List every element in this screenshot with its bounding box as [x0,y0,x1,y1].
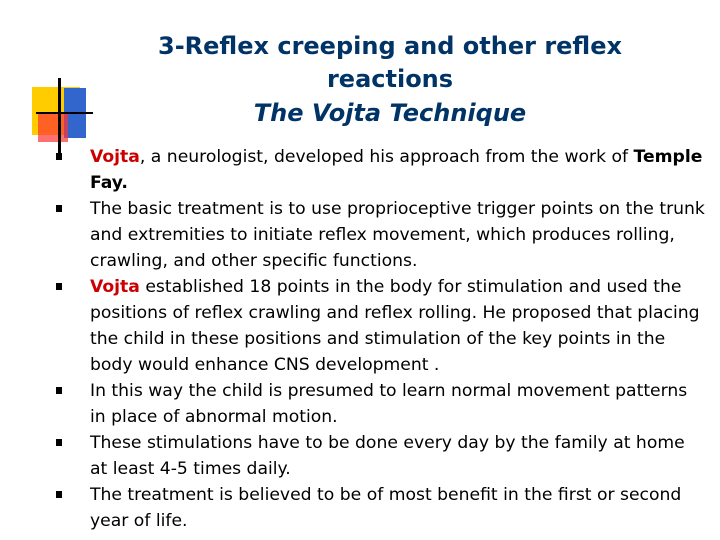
bullet-item [56,430,706,482]
bold-reference: Temple Fay. [90,147,703,193]
slide-subtitle: The Vojta Technique [253,99,527,127]
highlighted-name: Vojta [90,277,140,297]
bullet-text: , a neurologist, developed his approach from the work of [139,147,634,167]
bullet-marker-icon [56,439,62,446]
bullet-item [56,274,706,378]
red-block [38,112,68,142]
decorative-color-blocks [0,0,95,160]
bullet-item [56,482,706,534]
slide-title [100,30,680,130]
bullet-text: established 18 points in the body for stimulation and used the positions of reflex crawling and reflex rolling. He proposed that placing the child in these positions and stimulation of the key points in the body would enhance CNS development . [90,277,700,375]
bullet-marker-icon [56,153,62,160]
bullet-marker-icon [56,283,62,290]
bullet-text: The treatment is believed to be of most benefit in the first or second year of life. [90,485,682,531]
bullet-marker-icon [56,491,62,498]
title-line-1: 3-Reflex creeping and other reflex [158,32,622,60]
bullet-marker-icon [56,387,62,394]
highlighted-name: Vojta [90,147,140,167]
bullet-item [56,378,706,430]
bullet-item [56,196,706,274]
bullet-item [56,144,706,196]
bullet-list [56,144,706,534]
bullet-text: These stimulations have to be done every day by the family at home at least 4-5 times daily. [90,433,685,479]
bullet-text: The basic treatment is to use proprioceptive trigger points on the trunk and extremities to initiate reflex movement, which produces rolling, crawling, and other specific functions. [90,199,705,271]
horizontal-line [36,112,93,114]
title-line-2: reactions [326,65,454,93]
bullet-marker-icon [56,205,62,212]
bullet-text: In this way the child is presumed to learn normal movement patterns in place of abnormal motion. [90,381,688,427]
